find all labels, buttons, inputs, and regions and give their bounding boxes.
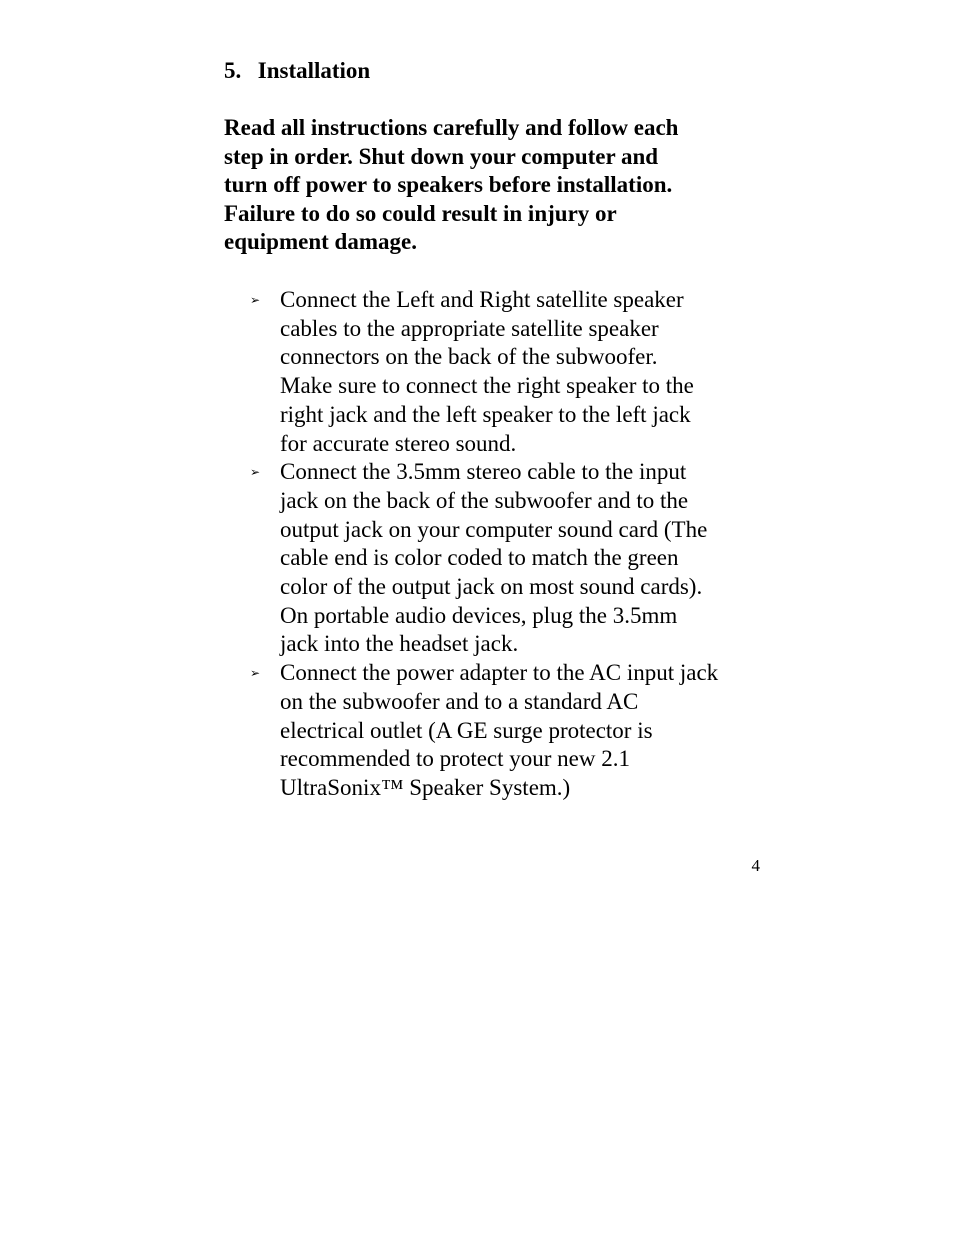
arrowhead-bullet-icon: ➢ bbox=[250, 666, 261, 681]
section-heading bbox=[224, 56, 370, 86]
step-item-1 bbox=[250, 286, 770, 458]
arrowhead-bullet-icon: ➢ bbox=[250, 465, 261, 480]
warning-line: Failure to do so could result in injury or bbox=[224, 200, 617, 226]
step-line: cables to the appropriate satellite speaker bbox=[280, 315, 659, 341]
step-line: electrical outlet (A GE surge protector is bbox=[280, 717, 653, 743]
step-line: recommended to protect your new 2.1 bbox=[280, 746, 630, 772]
section-title: Installation bbox=[257, 58, 371, 83]
step-line: Connect the 3.5mm stereo cable to the input bbox=[280, 459, 687, 485]
warning-line: equipment damage. bbox=[224, 229, 417, 255]
warning-line: turn off power to speakers before installation. bbox=[224, 172, 673, 198]
step-line: connectors on the back of the subwoofer. bbox=[280, 344, 658, 370]
warning-line: Read all instructions carefully and follow each bbox=[224, 115, 679, 140]
step-line: for accurate stereo sound. bbox=[280, 430, 517, 456]
page-number: 4 bbox=[751, 856, 760, 875]
warning-line: step in order. Shut down your computer and bbox=[224, 143, 659, 169]
step-line: Connect the power adapter to the AC input jack bbox=[280, 660, 719, 686]
section-number: 5. bbox=[224, 58, 242, 83]
step-line: cable end is color coded to match the green bbox=[280, 545, 679, 571]
step-line: Make sure to connect the right speaker to the bbox=[280, 373, 694, 399]
step-line: jack into the headset jack. bbox=[280, 631, 519, 657]
step-line: Connect the Left and Right satellite speaker bbox=[280, 287, 684, 312]
safety-warning bbox=[224, 114, 744, 257]
step-line: output jack on your computer sound card (The bbox=[280, 516, 708, 542]
installation-steps-list bbox=[250, 286, 770, 803]
step-line: on the subwoofer and to a standard AC bbox=[280, 688, 639, 714]
step-line: color of the output jack on most sound cards). bbox=[280, 574, 703, 600]
step-item-3 bbox=[250, 659, 770, 803]
step-line: UltraSonix™ Speaker System.) bbox=[280, 774, 571, 800]
step-line: On portable audio devices, plug the 3.5mm bbox=[280, 602, 678, 628]
step-item-2 bbox=[250, 458, 770, 659]
step-line: jack on the back of the subwoofer and to the bbox=[280, 487, 689, 513]
arrowhead-bullet-icon: ➢ bbox=[250, 293, 261, 307]
step-line: right jack and the left speaker to the left jack bbox=[280, 401, 691, 427]
